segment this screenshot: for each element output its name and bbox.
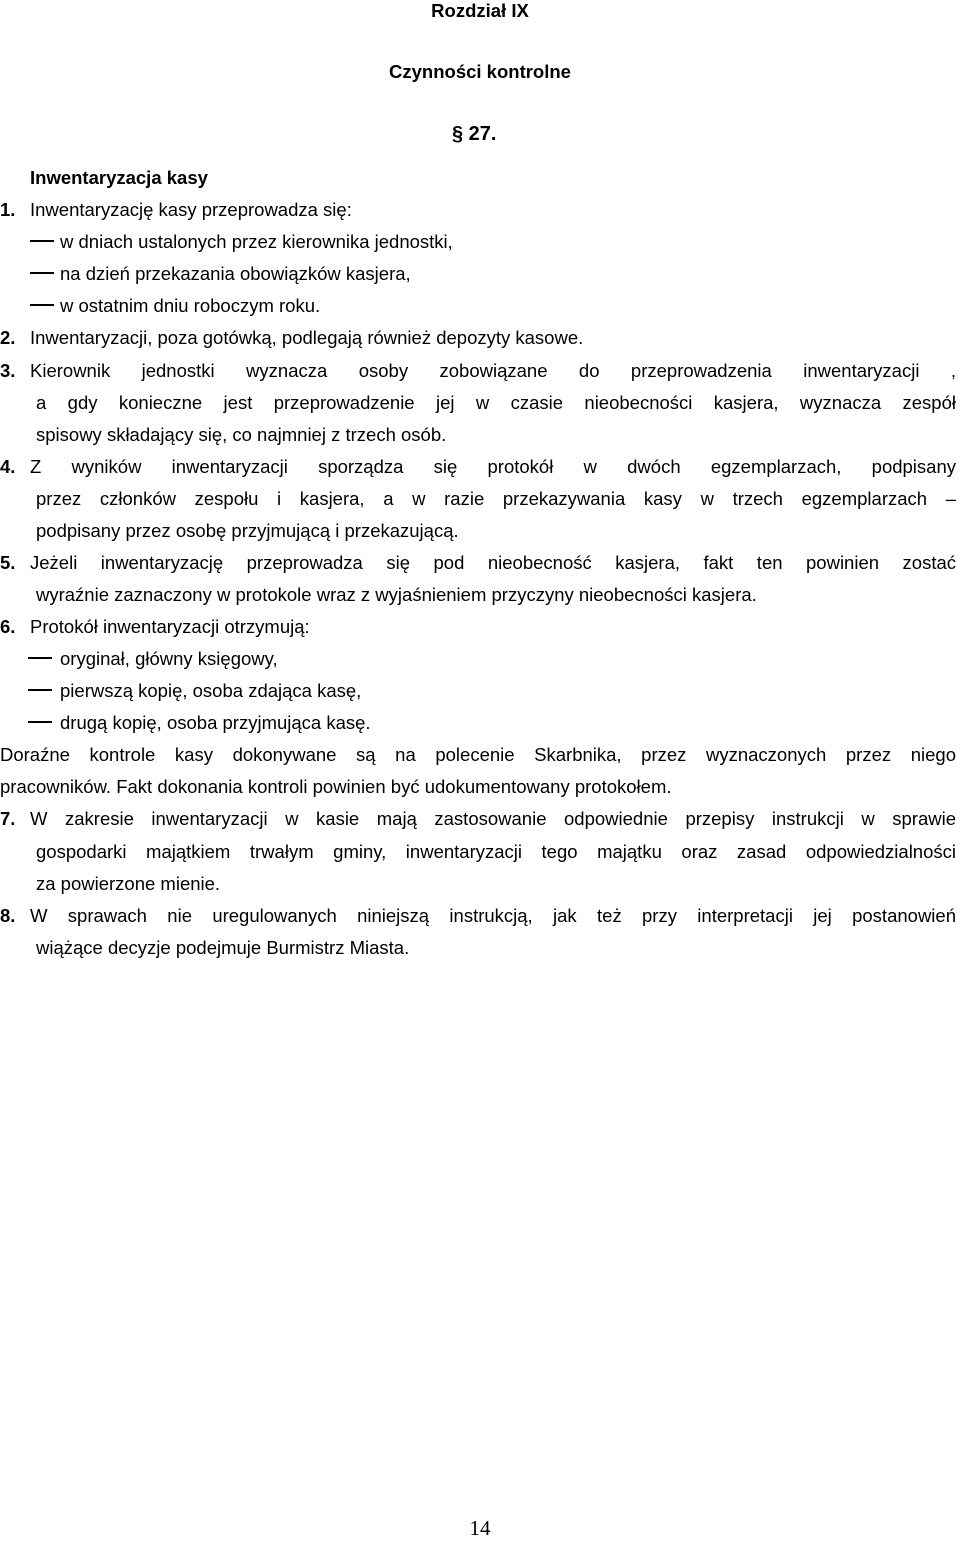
item-text-line: gospodarki majątkiem trwałym gminy, inwentaryzacji tego majątku oraz zasad odpowiedzialności (36, 841, 956, 862)
item-number: 4. (0, 456, 16, 477)
item-number: 3. (0, 360, 16, 381)
item-text-line: Jeżeli inwentaryzację przeprowadza się pod nieobecność kasjera, fakt ten powinien zostać (30, 552, 956, 573)
bullet-item: na dzień przekazania obowiązków kasjera, (60, 263, 411, 284)
bullet-item: w dniach ustalonych przez kierownika jednostki, (60, 231, 453, 252)
item-number: 8. (0, 905, 16, 926)
dash-bullet (28, 689, 52, 691)
item-text-line: a gdy konieczne jest przeprowadzenie jej w czasie nieobecności kasjera, wyznacza zespół (36, 392, 956, 413)
bullet-item: pierwszą kopię, osoba zdająca kasę, (60, 680, 362, 701)
chapter-subtitle: Czynności kontrolne (389, 61, 571, 82)
item-number: 5. (0, 552, 16, 573)
section-mark: § 27. (452, 123, 497, 145)
dash-bullet (30, 304, 54, 306)
item-text-line: spisowy składający się, co najmniej z trzech osób. (36, 424, 447, 445)
item-text: Inwentaryzacji, poza gotówką, podlegają również depozyty kasowe. (30, 327, 584, 348)
bullet-item: w ostatnim dniu roboczym roku. (60, 295, 321, 316)
section-title: Inwentaryzacja kasy (30, 167, 208, 188)
item-text-line: Kierownik jednostki wyznacza osoby zobowiązane do przeprowadzenia inwentaryzacji , (30, 360, 956, 381)
item-text-line: wyraźnie zaznaczony w protokole wraz z wyjaśnieniem przyczyny nieobecności kasjera. (36, 584, 757, 605)
item-text-line: za powierzone mienie. (36, 873, 221, 894)
item-text-line: przez członków zespołu i kasjera, a w razie przekazywania kasy w trzech egzemplarzach – (36, 488, 956, 509)
bullet-item: oryginał, główny księgowy, (60, 648, 278, 669)
dash-bullet (30, 240, 54, 242)
bullet-item: drugą kopię, osoba przyjmująca kasę. (60, 712, 371, 733)
item-text-line: W sprawach nie uregulowanych niniejszą instrukcją, jak też przy interpretacji jej postanowień (30, 905, 956, 926)
item-text-line: Z wyników inwentaryzacji sporządza się protokół w dwóch egzemplarzach, podpisany (30, 456, 956, 477)
item-number: 6. (0, 616, 16, 637)
paragraph-line: Doraźne kontrole kasy dokonywane są na polecenie Skarbnika, przez wyznaczonych przez niego (0, 744, 956, 765)
chapter-heading: Rozdział IX (431, 0, 529, 21)
page-number: 14 (469, 1516, 491, 1540)
item-number: 7. (0, 808, 16, 829)
item-text-line: podpisany przez osobę przyjmującą i przekazującą. (36, 520, 459, 541)
item-text-line: W zakresie inwentaryzacji w kasie mają zastosowanie odpowiednie przepisy instrukcji w sprawie (30, 808, 956, 829)
item-text: Inwentaryzację kasy przeprowadza się: (30, 199, 352, 220)
item-number: 1. (0, 199, 16, 220)
item-text-line: wiążące decyzje podejmuje Burmistrz Miasta. (36, 937, 410, 958)
paragraph-line: pracowników. Fakt dokonania kontroli powinien być udokumentowany protokołem. (0, 776, 672, 797)
dash-bullet (30, 272, 54, 274)
item-number: 2. (0, 327, 16, 348)
dash-bullet (28, 721, 52, 723)
dash-bullet (28, 657, 52, 659)
item-text: Protokół inwentaryzacji otrzymują: (30, 616, 310, 637)
